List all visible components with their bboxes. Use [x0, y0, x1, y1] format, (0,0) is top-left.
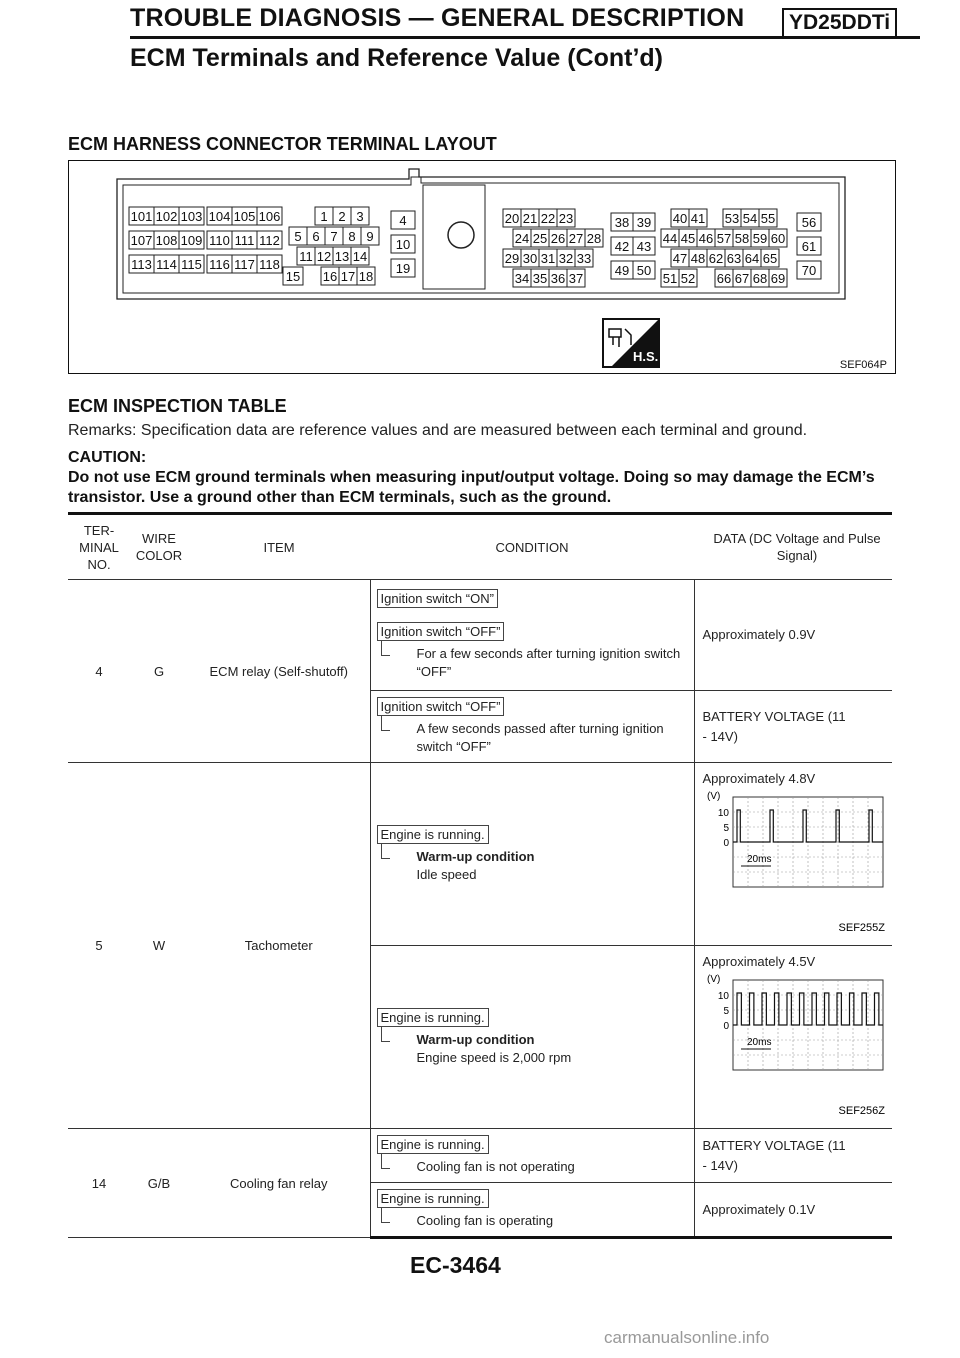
- wave-tick: 10: [717, 991, 729, 1002]
- pin-label: 58: [734, 231, 750, 246]
- pin-label: 64: [744, 251, 760, 266]
- badge-text: H.S.: [633, 349, 659, 364]
- connector-heading: ECM HARNESS CONNECTOR TERMINAL LAYOUT: [68, 134, 497, 154]
- terminal-no: 5: [68, 763, 130, 1129]
- pin-label: 113: [131, 257, 152, 272]
- item-name: Cooling fan relay: [188, 1129, 370, 1238]
- pin-label: 67: [734, 271, 750, 286]
- pin-label: 61: [801, 239, 817, 254]
- pin-label: 57: [716, 231, 732, 246]
- pin-label: 10: [395, 237, 411, 252]
- pin-label: 23: [558, 211, 574, 226]
- pin-label: 62: [708, 251, 724, 266]
- condition-cell: [370, 763, 694, 946]
- pin-label: 110: [209, 233, 230, 248]
- condition-sub: Cooling fan is operating: [417, 1212, 694, 1230]
- pin-label: 44: [662, 231, 678, 246]
- model-badge: YD25DDTi: [782, 8, 897, 38]
- pin-label: 106: [258, 209, 281, 224]
- pin-label: 21: [522, 211, 538, 226]
- pin-label: 59: [752, 231, 768, 246]
- pin-label: 39: [636, 215, 652, 230]
- pin-label: 27: [568, 231, 584, 246]
- pin-label: 111: [234, 233, 255, 248]
- data-cell: BATTERY VOLTAGE (11 - 14V): [694, 691, 892, 763]
- condition-sub: Warm-up condition Idle speed: [417, 848, 694, 884]
- pin-label: 49: [614, 263, 630, 278]
- connector-diagram: [69, 161, 895, 373]
- terminal-no: 4: [68, 580, 130, 763]
- pin-label: 68: [752, 271, 768, 286]
- pin-label: 47: [672, 251, 688, 266]
- waveform-2000rpm: [703, 972, 889, 1116]
- pin-label: 38: [614, 215, 630, 230]
- pin-label: 51: [662, 271, 678, 286]
- item-name: ECM relay (Self-shutoff): [188, 580, 370, 763]
- condition-box: Engine is running.: [377, 1189, 489, 1208]
- pin-label: 33: [576, 251, 592, 266]
- wire-color: G/B: [130, 1129, 188, 1238]
- caution-text: Do not use ECM ground terminals when measuring input/output voltage. Doing so may damage the ECM’s transistor. Use a ground other than ECM terminals, such as the ground.: [68, 469, 875, 506]
- condition-box: Ignition switch “ON”: [377, 589, 498, 608]
- condition-box: Engine is running.: [377, 825, 489, 844]
- figure-code: SEF064P: [839, 359, 887, 371]
- pin-label: 19: [395, 261, 411, 276]
- pin-label: 17: [340, 269, 356, 284]
- pin-label: 4: [399, 213, 407, 228]
- pin-label: 115: [181, 257, 202, 272]
- data-cell: Approximately 4.8V (V) 10 5 0 20ms SEF255Z: [694, 763, 892, 946]
- pin-label: 29: [504, 251, 520, 266]
- condition-cell: [370, 580, 694, 691]
- pin-label: 16: [322, 269, 338, 284]
- pin-label: 32: [558, 251, 574, 266]
- pin-label: 43: [636, 239, 652, 254]
- item-name: Tachometer: [188, 763, 370, 1129]
- pin-label: 117: [234, 257, 255, 272]
- pin-label: 66: [716, 271, 732, 286]
- table-row: [68, 763, 892, 946]
- pin-label: 50: [636, 263, 652, 278]
- pin-label: 28: [586, 231, 602, 246]
- pin-label: 34: [514, 271, 530, 286]
- wave-tick: 5: [722, 823, 729, 834]
- wire-color: W: [130, 763, 188, 1129]
- pin-label: 102: [155, 209, 178, 224]
- wave-unit: (V): [706, 974, 720, 985]
- condition-box: Ignition switch “OFF”: [377, 697, 505, 716]
- pin-label: 42: [614, 239, 630, 254]
- pin-label: 25: [532, 231, 548, 246]
- wave-tick: 0: [722, 1021, 729, 1032]
- pin-label: 13: [334, 249, 350, 264]
- pin-label: 63: [726, 251, 742, 266]
- data-cell: Approximately 0.1V: [694, 1183, 892, 1238]
- pin-label: 56: [801, 215, 817, 230]
- pin-label: 3: [356, 209, 364, 224]
- pin-label: 1: [320, 209, 328, 224]
- pin-label: 65: [762, 251, 778, 266]
- wave-time: 20ms: [746, 854, 771, 865]
- pin-label: 54: [742, 211, 758, 226]
- condition-cell: [370, 1129, 694, 1183]
- remarks-text: Remarks: Specification data are reference values and are measured between each terminal and ground.: [68, 422, 808, 439]
- header-rule: [130, 36, 920, 39]
- condition-sub: For a few seconds after turning ignition switch “OFF”: [417, 645, 694, 681]
- wire-color: G: [130, 580, 188, 763]
- wave-time: 20ms: [746, 1037, 771, 1048]
- data-cell: Approximately 4.5V (V) 10 5 0 20ms SEF256Z: [694, 946, 892, 1129]
- col-condition: CONDITION: [370, 514, 694, 580]
- caution-block: [68, 448, 898, 508]
- condition-box: Ignition switch “OFF”: [377, 622, 505, 641]
- inspection-heading: ECM INSPECTION TABLE: [68, 396, 287, 416]
- inspection-table: [68, 512, 892, 1239]
- header-subtitle: ECM Terminals and Reference Value (Cont’d): [130, 44, 663, 72]
- pin-label: 6: [312, 229, 320, 244]
- wave-code: SEF256Z: [838, 1105, 885, 1116]
- table-header-row: [68, 514, 892, 580]
- pin-label: 105: [233, 209, 256, 224]
- pin-label: 7: [330, 229, 338, 244]
- condition-box: Engine is running.: [377, 1135, 489, 1154]
- pin-label: 108: [155, 233, 178, 248]
- pin-label: 103: [180, 209, 203, 224]
- pin-label: 114: [156, 257, 177, 272]
- pin-label: 31: [540, 251, 556, 266]
- header-title: TROUBLE DIAGNOSIS — GENERAL DESCRIPTION: [130, 4, 745, 32]
- pin-label: 14: [352, 249, 368, 264]
- condition-sub: Warm-up condition Engine speed is 2,000 rpm: [417, 1031, 694, 1067]
- pin-label: 52: [680, 271, 696, 286]
- pin-label: 41: [690, 211, 706, 226]
- pin-label: 104: [208, 209, 231, 224]
- pin-label: 70: [801, 263, 817, 278]
- col-data: DATA (DC Voltage and Pulse Signal): [694, 514, 892, 580]
- pin-label: 53: [724, 211, 740, 226]
- pin-label: 8: [348, 229, 356, 244]
- condition-cell: [370, 691, 694, 763]
- pin-label: 9: [366, 229, 374, 244]
- condition-cell: [370, 1183, 694, 1238]
- connector-figure: [68, 160, 896, 374]
- pin-label: 55: [760, 211, 776, 226]
- wave-code: SEF255Z: [838, 922, 885, 933]
- caution-title: CAUTION:: [68, 449, 147, 466]
- pin-label: 20: [504, 211, 520, 226]
- hs-badge-icon: [599, 315, 663, 371]
- data-cell: Approximately 0.9V: [694, 580, 892, 691]
- pin-label: 40: [672, 211, 688, 226]
- condition-sub: Cooling fan is not operating: [417, 1158, 694, 1176]
- condition-box: Engine is running.: [377, 1008, 489, 1027]
- col-item: ITEM: [188, 514, 370, 580]
- pin-label: 46: [698, 231, 714, 246]
- wave-tick: 10: [717, 808, 729, 819]
- pin-label: 18: [358, 269, 374, 284]
- pin-label: 2: [338, 209, 346, 224]
- pin-label: 12: [316, 249, 332, 264]
- pin-label: 36: [550, 271, 566, 286]
- pin-label: 11: [299, 249, 313, 264]
- pin-label: 118: [259, 257, 280, 272]
- data-cell: BATTERY VOLTAGE (11 - 14V): [694, 1129, 892, 1183]
- pin-label: 101: [130, 209, 153, 224]
- watermark: carmanualsonline.info: [604, 1328, 770, 1347]
- wave-tick: 5: [722, 1006, 729, 1017]
- pin-label: 109: [180, 233, 203, 248]
- pin-label: 15: [285, 269, 301, 284]
- col-wire: WIRE COLOR: [130, 514, 188, 580]
- table-row: [68, 1129, 892, 1183]
- condition-cell: [370, 946, 694, 1129]
- pin-label: 112: [259, 233, 280, 248]
- pin-label: 26: [550, 231, 566, 246]
- waveform-idle: [703, 789, 889, 933]
- terminal-no: 14: [68, 1129, 130, 1238]
- pin-label: 35: [532, 271, 548, 286]
- condition-sub: A few seconds passed after turning ignition switch “OFF”: [417, 720, 694, 756]
- pin-label: 69: [770, 271, 786, 286]
- pin-label: 45: [680, 231, 696, 246]
- pin-label: 116: [209, 257, 230, 272]
- pin-label: 48: [690, 251, 706, 266]
- pin-label: 30: [522, 251, 538, 266]
- wave-tick: 0: [722, 838, 729, 849]
- wave-unit: (V): [706, 791, 720, 802]
- pin-label: 22: [540, 211, 556, 226]
- pin-label: 107: [130, 233, 153, 248]
- pin-label: 5: [294, 229, 302, 244]
- col-terminal: TER-MINAL NO.: [68, 514, 130, 580]
- pin-label: 37: [568, 271, 584, 286]
- pin-label: 60: [770, 231, 786, 246]
- pin-label: 24: [514, 231, 530, 246]
- page-number: EC-3464: [410, 1252, 501, 1278]
- table-row: [68, 580, 892, 691]
